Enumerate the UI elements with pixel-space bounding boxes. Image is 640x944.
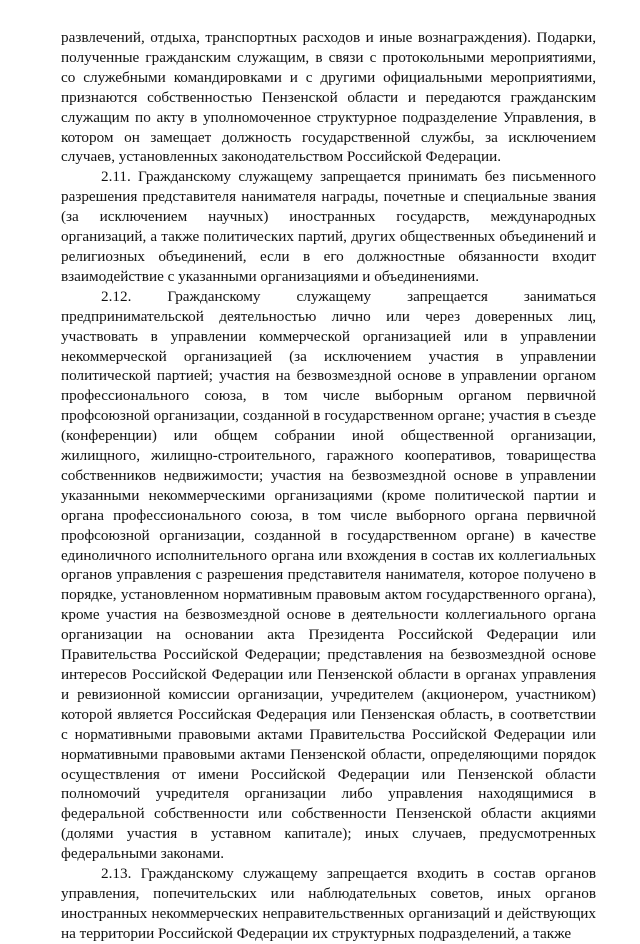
paragraph-2-13: 2.13. Гражданскому служащему запрещается входить в состав органов управления, попечительских или наблюдательных советов, иных органов иностранных некоммерческих неправительственных организаций и действующих на территории Российской Федерации их структурных подразделений, а также — [61, 865, 596, 942]
paragraph-2-11: 2.11. Гражданскому служащему запрещается принимать без письменного разрешения представителя нанимателя награды, почетные и специальные звания (за исключением научных) иностранных государств, международных организаций, а также политических партий, других общественных объединений и религиозных объединений, если в его должностные обязанности входит взаимодействие с указанными организациями и объединениями. — [61, 168, 596, 285]
paragraph-continuation: развлечений, отдыха, транспортных расходов и иные вознаграждения). Подарки, полученные гражданским служащим, в связи с протокольными мероприятиями, со служебными командировками и с другими официальными мероприятиями, признаются собственностью Пензенской области и передаются гражданским служащим по акту в уполномоченное структурное подразделение Управления, в котором он замещает должность государственной службы, за исключением случаев, установленных законодательством Российской Федерации. — [61, 29, 596, 166]
document-page — [61, 28, 596, 944]
paragraph-2-12: 2.12. Гражданскому служащему запрещается заниматься предпринимательской деятельностью лично или через доверенных лиц, участвовать в управлении коммерческой организацией или в управлении некоммерческой организацией (за исключением участия в управлении политической партией; участия на безвозмездной основе в управлении органом профессионального союза, в том числе выборным органом первичной профсоюзной организации, созданной в государственном органе; участия в съезде (конференции) или общем собрании иной общественной организации, жилищного, жилищно-строительного, гаражного кооперативов, товарищества собственников недвижимости; участия на безвозмездной основе в управлении указанными некоммерческими организациями (кроме политической партии и органа профессионального союза, в том числе выборного органа первичной профсоюзной организации, созданной в государственном органе) в качестве единоличного исполнительного органа или вхождения в состав их коллегиальных органов управления с разрешения представителя нанимателя, которое получено в порядке, установленном нормативным правовым актом государственного органа), кроме участия на безвозмездной основе в деятельности коллегиального органа организации на основании акта Президента Российской Федерации или Правительства Российской Федерации; представления на безвозмездной основе интересов Российской Федерации или Пензенской области в органах управления и ревизионной комиссии организации, учредителем (акционером, участником) которой является Российская Федерация или Пензенская область, в соответствии с нормативными правовыми актами Правительства Российской Федерации или нормативными правовыми актами Пензенской области, определяющими порядок осуществления от имени Российской Федерации или Пензенской области полномочий учредителя организации либо управления находящимися в федеральной собственности или собственности Пензенской области акциями (долями участия в уставном капитале); иных случаев, предусмотренных федеральными законами. — [61, 287, 596, 863]
